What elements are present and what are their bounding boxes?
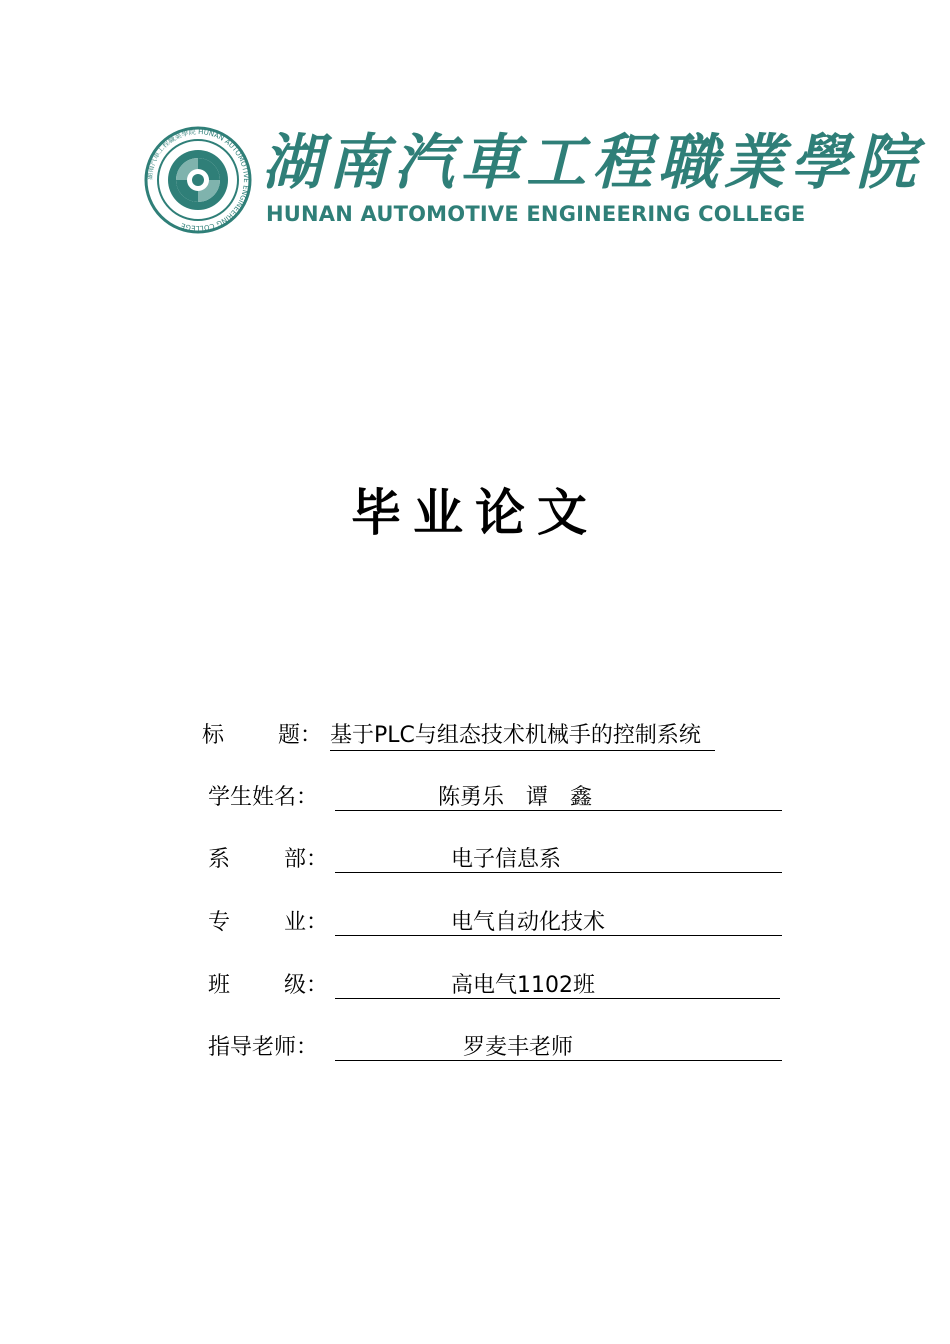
field-value-department: 电子信息系 (451, 847, 562, 872)
field-row-topic: 标 题： 基于PLC与组态技术机械手的控制系统 (0, 718, 950, 754)
field-value-major: 电气自动化技术 (451, 910, 606, 935)
college-name-chinese: 湖南汽車工程職業學院 (262, 128, 922, 198)
field-underline-class (335, 968, 780, 999)
field-row-student (0, 780, 950, 816)
college-name-english: HUNAN AUTOMOTIVE ENGINEERING COLLEGE (266, 202, 806, 226)
field-value-advisor: 罗麦丰老师 (463, 1035, 574, 1060)
field-value-student: 陈勇乐 谭 鑫 (438, 785, 593, 810)
field-row-advisor (0, 1030, 950, 1066)
field-label-student: 学生姓名： (208, 785, 319, 810)
svg-text:湖南汽車工程職業學院 HUNAN AUTOMOTIVE EN: 湖南汽車工程職業學院 HUNAN AUTOMOTIVE ENGINEERING COLLEGE (145, 127, 251, 233)
field-row-class: 班 级： 高电气1102班 (0, 968, 950, 1004)
field-underline-department (335, 842, 782, 873)
field-row-department: 系 部： 电子信息系 (0, 842, 950, 878)
field-underline-major (335, 905, 782, 936)
document-title: 毕业论文 (351, 483, 599, 542)
field-underline-student (335, 780, 782, 811)
field-value-class: 高电气1102班 (451, 973, 595, 998)
field-row-major: 专 业： 电气自动化技术 (0, 905, 950, 941)
college-seal-logo (143, 125, 253, 235)
field-label-advisor: 指导老师： (208, 1035, 319, 1060)
field-underline-advisor (335, 1030, 782, 1061)
field-value-topic: 基于PLC与组态技术机械手的控制系统 (330, 718, 715, 751)
